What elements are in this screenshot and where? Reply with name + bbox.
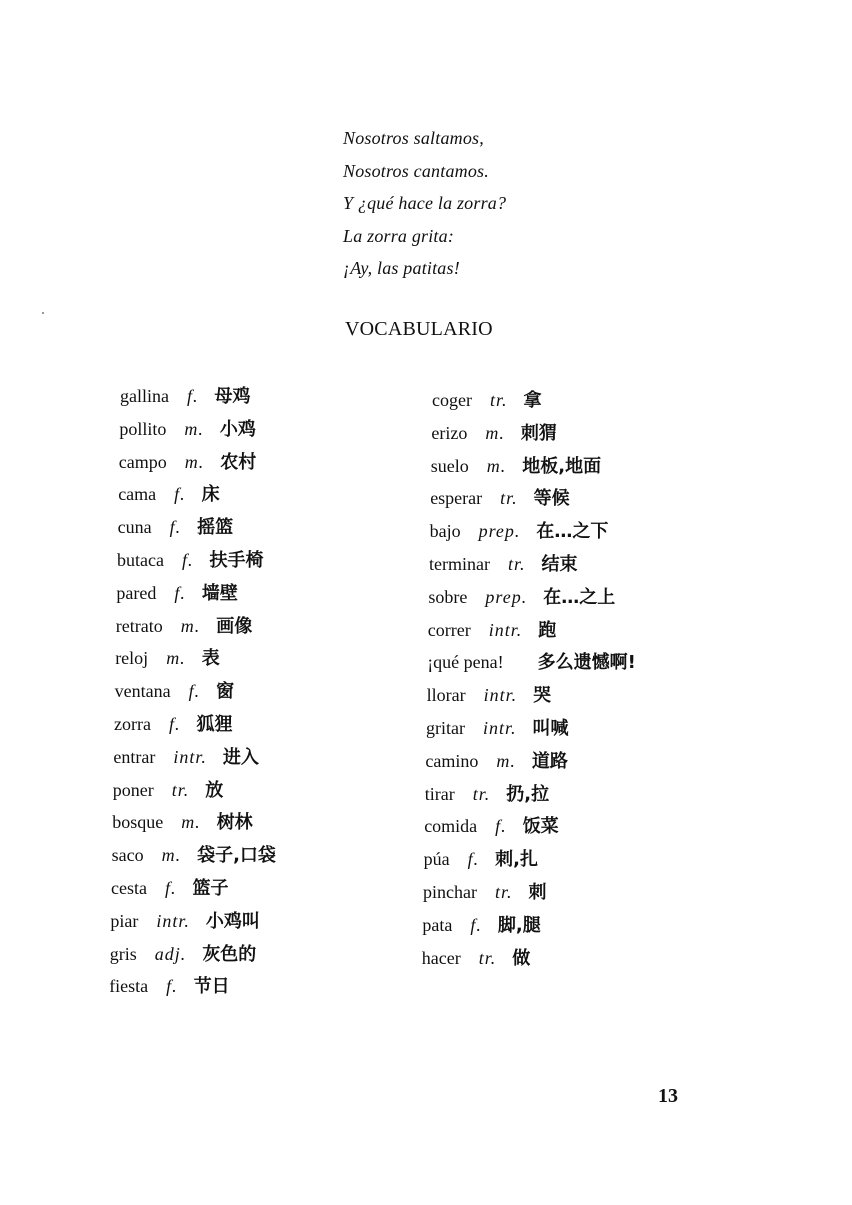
- vocabulary-word: pata: [422, 914, 453, 935]
- part-of-speech: intr.: [173, 746, 207, 767]
- part-of-speech: tr.: [489, 390, 508, 410]
- part-of-speech: m.: [485, 422, 505, 443]
- part-of-speech: f.: [186, 386, 199, 406]
- chinese-translation: 在…之下: [536, 521, 609, 543]
- part-of-speech: f.: [174, 582, 186, 603]
- part-of-speech: tr.: [171, 779, 190, 800]
- part-of-speech: f.: [166, 976, 178, 997]
- vocabulary-word: sobre: [428, 586, 468, 607]
- chinese-translation: 床: [201, 484, 220, 506]
- part-of-speech: f.: [174, 484, 186, 505]
- vocabulary-word: retrato: [115, 615, 163, 636]
- vocabulary-entry: [113, 743, 258, 771]
- vocabulary-word: reloj: [115, 648, 149, 669]
- part-of-speech: tr.: [507, 554, 526, 574]
- vocabulary-word: zorra: [114, 714, 151, 734]
- chinese-translation: 在…之上: [543, 586, 616, 608]
- poem-line: Y ¿qué hace la zorra?: [343, 193, 507, 213]
- vocabulary-entry: [111, 874, 229, 902]
- part-of-speech: f.: [164, 878, 177, 898]
- vocabulary-word: comida: [424, 816, 478, 837]
- vocabulary-entry: [112, 841, 276, 869]
- vocabulary-word: gris: [109, 943, 137, 964]
- vocabulary-word: piar: [110, 910, 139, 931]
- chinese-translation: 摇篮: [197, 517, 234, 539]
- vocabulary-word: fiesta: [109, 976, 149, 997]
- poem-line: Nosotros saltamos,: [343, 128, 484, 148]
- vocabulary-word: cesta: [111, 878, 147, 898]
- vocabulary-word: púa: [423, 849, 450, 870]
- chinese-translation: 哭: [533, 685, 552, 707]
- part-of-speech: f.: [188, 681, 201, 702]
- vocabulary-word: llorar: [426, 685, 466, 706]
- poem-line: Nosotros cantamos.: [343, 160, 489, 181]
- vocabulary-word: correr: [427, 619, 471, 640]
- chinese-translation: 做: [512, 947, 531, 969]
- vocabulary-word: ¡qué pena!: [427, 652, 504, 673]
- chinese-translation: 袋子,口袋: [197, 845, 276, 867]
- chinese-translation: 进入: [222, 746, 259, 768]
- vocabulary-word: coger: [432, 390, 472, 410]
- vocabulary-entry: [110, 940, 257, 968]
- vocabulary-entry: [116, 612, 252, 640]
- chinese-translation: 窗: [216, 681, 235, 703]
- part-of-speech: f.: [495, 816, 507, 837]
- part-of-speech: prep.: [485, 586, 528, 607]
- vocabulary-word: poner: [112, 779, 154, 800]
- vocabulary-entry: [430, 517, 609, 545]
- chinese-translation: 跑: [538, 619, 557, 641]
- part-of-speech: m.: [161, 845, 182, 866]
- vocabulary-word: gallina: [120, 386, 169, 406]
- chinese-translation: 小鸡叫: [205, 910, 260, 932]
- part-of-speech: intr.: [482, 718, 517, 738]
- chinese-translation: 表: [201, 648, 220, 670]
- chinese-translation: 树林: [216, 812, 253, 834]
- chinese-translation: 扔,拉: [506, 783, 550, 805]
- chinese-translation: 多么遗憾啊!: [537, 652, 636, 674]
- chinese-translation: 叫喊: [532, 718, 569, 739]
- chinese-translation: 放: [205, 779, 224, 801]
- vocabulary-entry: [424, 845, 538, 873]
- chinese-translation: 拿: [523, 390, 542, 411]
- vocabulary-entry: [117, 546, 263, 574]
- page-number: 13: [658, 1085, 678, 1107]
- part-of-speech: tr.: [494, 882, 513, 902]
- chinese-translation: 画像: [216, 615, 253, 637]
- part-of-speech: m.: [486, 455, 507, 476]
- part-of-speech: m.: [181, 812, 201, 833]
- vocabulary-word: cama: [118, 484, 157, 505]
- part-of-speech: intr.: [483, 685, 518, 706]
- chinese-translation: 等候: [533, 488, 570, 510]
- part-of-speech: f.: [168, 714, 181, 734]
- vocabulary-word: campo: [118, 451, 167, 472]
- vocabulary-word: saco: [111, 845, 144, 866]
- vocabulary-entry: [432, 386, 542, 414]
- chinese-translation: 篮子: [192, 878, 229, 899]
- vocabulary-word: terminar: [429, 554, 490, 574]
- vocabulary-word: erizo: [431, 422, 468, 443]
- poem-line: La zorra grita:: [343, 225, 455, 246]
- part-of-speech: f.: [181, 550, 194, 570]
- part-of-speech: tr.: [478, 947, 497, 968]
- vocabulary-entry: [427, 648, 636, 676]
- chinese-translation: 节日: [193, 976, 230, 998]
- vocabulary-entry: [428, 583, 615, 611]
- vocabulary-entry: [119, 448, 256, 476]
- poem: [343, 122, 506, 285]
- vocabulary-word: suelo: [430, 455, 469, 476]
- vocabulary-word: gritar: [426, 718, 465, 738]
- part-of-speech: m.: [180, 615, 201, 636]
- chinese-translation: 道路: [531, 750, 568, 772]
- vocabulary-entry: [113, 776, 224, 804]
- chinese-translation: 地板,地面: [522, 455, 602, 477]
- vocabulary-entry: [430, 484, 569, 512]
- vocabulary-word: butaca: [117, 550, 164, 570]
- vocabulary-entry: [431, 452, 601, 480]
- chinese-translation: 农村: [220, 451, 257, 473]
- part-of-speech: f.: [470, 914, 482, 935]
- vocabulary-entry: [431, 419, 556, 447]
- chinese-translation: 狐狸: [196, 714, 233, 735]
- vocabulary-word: tirar: [424, 783, 455, 804]
- poem-line: ¡Ay, las patitas!: [343, 258, 460, 278]
- vocabulary-word: ventana: [114, 681, 171, 702]
- part-of-speech: tr.: [472, 783, 491, 804]
- part-of-speech: f.: [169, 517, 182, 538]
- vocabulary-word: pared: [116, 582, 157, 603]
- vocabulary-word: hacer: [421, 947, 461, 968]
- vocabulary-word: pinchar: [423, 882, 477, 902]
- vocabulary-entry: [424, 812, 559, 840]
- part-of-speech: m.: [184, 418, 204, 439]
- vocabulary-word: bosque: [112, 812, 164, 833]
- part-of-speech: m.: [496, 750, 516, 771]
- chinese-translation: 结束: [541, 554, 578, 575]
- vocabulary-entry: [109, 972, 230, 1000]
- chinese-translation: 刺猬: [520, 422, 557, 444]
- vocabulary-entry: [425, 747, 567, 775]
- chinese-translation: 饭菜: [522, 816, 559, 838]
- vocabulary-entry: [112, 808, 253, 836]
- vocabulary-word: pollito: [119, 418, 167, 439]
- vocabulary-entry: [423, 878, 547, 906]
- part-of-speech: tr.: [500, 488, 518, 509]
- vocabulary-entry: [119, 415, 256, 443]
- part-of-speech: adj.: [154, 943, 187, 964]
- vocabulary-entry: [116, 579, 238, 607]
- part-of-speech: m.: [166, 648, 186, 669]
- vocabulary-entry: [428, 616, 556, 644]
- part-of-speech: intr.: [156, 910, 190, 931]
- vocabulary-entry: [425, 780, 549, 808]
- part-of-speech: prep.: [478, 521, 521, 542]
- chinese-translation: 刺: [528, 882, 547, 903]
- part-of-speech: intr.: [488, 619, 523, 640]
- vocabulary-entry: [422, 944, 530, 972]
- vocabulary-entry: [118, 480, 219, 508]
- chinese-translation: 脚,腿: [497, 914, 541, 936]
- vocabulary-entry: [426, 714, 569, 742]
- vocabulary-entry: [114, 710, 232, 738]
- chinese-translation: 灰色的: [202, 943, 257, 965]
- vocabulary-entry: [110, 907, 260, 935]
- chinese-translation: 母鸡: [214, 386, 251, 407]
- vocabulary-word: entrar: [113, 746, 156, 767]
- vocabulary-entry: [118, 513, 234, 541]
- vocabulary-entry: [120, 382, 251, 410]
- vocabulary-entry: [429, 550, 578, 578]
- vocabulary-entry: [422, 911, 540, 939]
- part-of-speech: m.: [184, 451, 205, 472]
- vocabulary-entry: [115, 644, 220, 672]
- part-of-speech: f.: [467, 849, 480, 870]
- chinese-translation: 墙壁: [201, 582, 238, 604]
- chinese-translation: 扶手椅: [209, 550, 264, 571]
- scan-speck: [42, 312, 44, 314]
- vocabulary-word: cuna: [117, 517, 152, 538]
- section-heading: VOCABULARIO: [345, 318, 493, 340]
- chinese-translation: 刺,扎: [495, 849, 538, 871]
- vocabulary-word: bajo: [429, 521, 461, 542]
- chinese-translation: 小鸡: [219, 418, 256, 440]
- vocabulary-word: esperar: [430, 488, 483, 509]
- vocabulary-entry: [115, 677, 234, 705]
- vocabulary-word: camino: [425, 750, 479, 771]
- vocabulary-entry: [427, 681, 552, 709]
